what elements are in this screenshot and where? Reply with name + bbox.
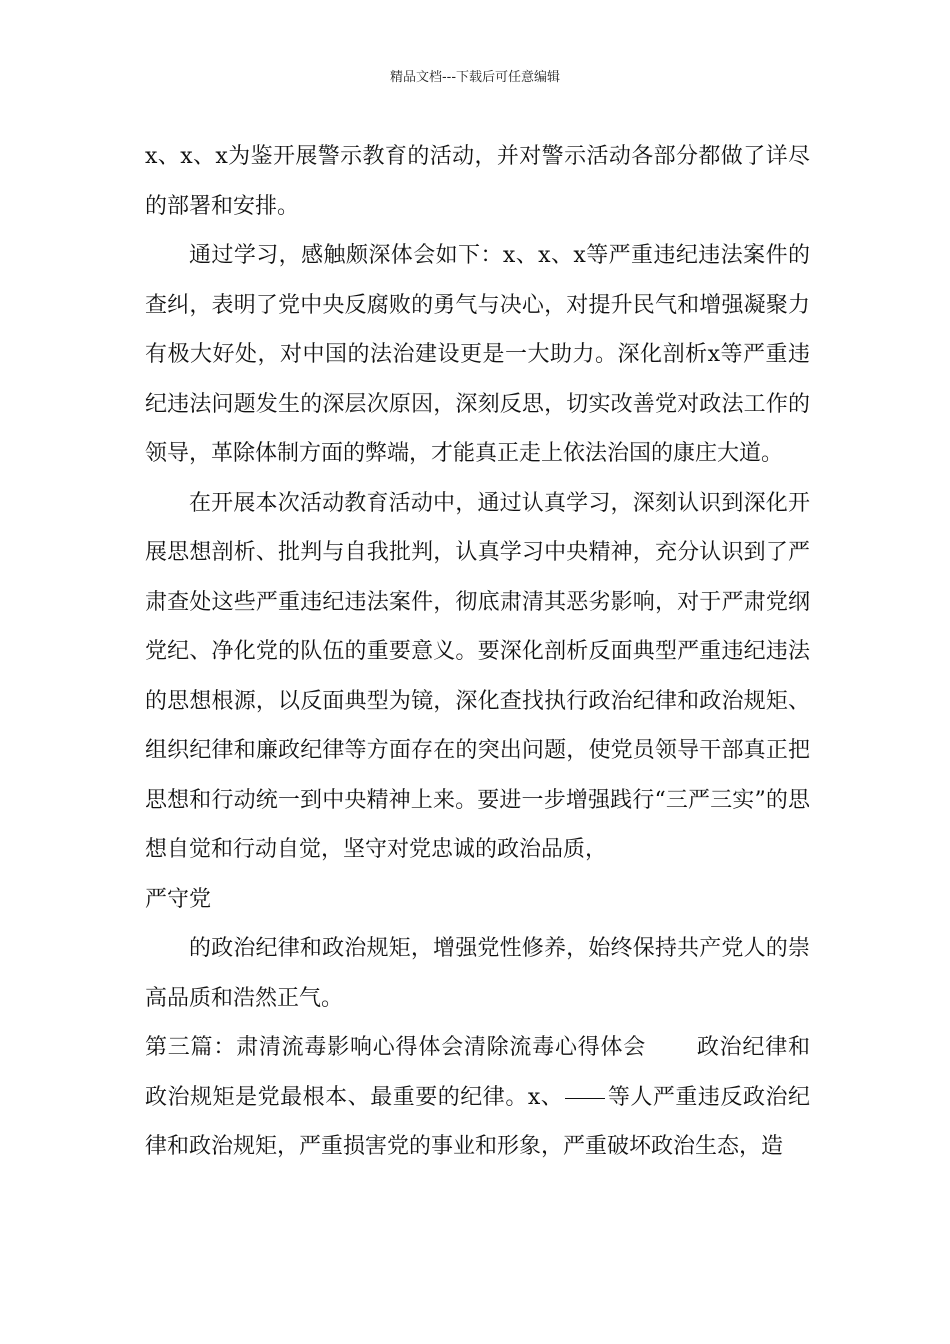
paragraph-5: 的政治纪律和政治规矩，增强党性修养，始终保持共产党人的崇高品质和浩然正气。 [145,936,810,1011]
document-body [145,132,810,1172]
paragraph-2: 通过学习，感触颇深体会如下：x、x、x等严重违纪违法案件的查纠，表明了党中央反腐败的勇气与决心，对提升民气和增强凝聚力有极大好处，对中国的法治建设更是一大助力。深化剖析x等严重违纪违法问题发生的深层次原因，深刻反思，切实改善党对政法工作的领导，革除体制方面的弊端，才能真正走上依法治国的康庄大道。 [145,243,810,466]
section-lead: 政治纪律和政治规矩是党最根本、最重要的纪律。x、 [145,1035,810,1110]
section-title: 第三篇：肃清流毒影响心得体会清除流毒心得体会 [145,1035,647,1060]
paragraph-4: 严守党 [145,886,212,912]
section-paragraph [145,1023,810,1172]
page-header: 精品文档---下载后可任意编辑 [389,70,561,85]
paragraph-3: 在开展本次活动教育活动中，通过认真学习，深刻认识到深化开展思想剖析、批判与自我批判，认真学习中央精神，充分认识到了严肃查处这些严重违纪违法案件，彻底肃清其恶劣影响，对于严肃党纲党纪、净化党的队伍的重要意义。要深化剖析反面典型严重违纪违法的思想根源，以反面典型为镜，深化查找执行政治纪律和政治规矩、组织纪律和廉政纪律等方面存在的突出问题，使党员领导干部真正把思想和行动统一到中央精神上来。要进一步增强践行“三严三实”的思想自觉和行动自觉，坚守对党忠诚的政治品质， [145,490,810,862]
paragraph-1: x、x、x为鉴开展警示教育的活动，并对警示活动各部分都做了详尽的部署和安排。 [145,144,810,219]
section-rest: 等人严重违反政治纪律和政治规矩，严重损害党的事业和形象，严重破坏政治生态，造 [145,1084,810,1159]
blank-underline [565,1097,605,1099]
